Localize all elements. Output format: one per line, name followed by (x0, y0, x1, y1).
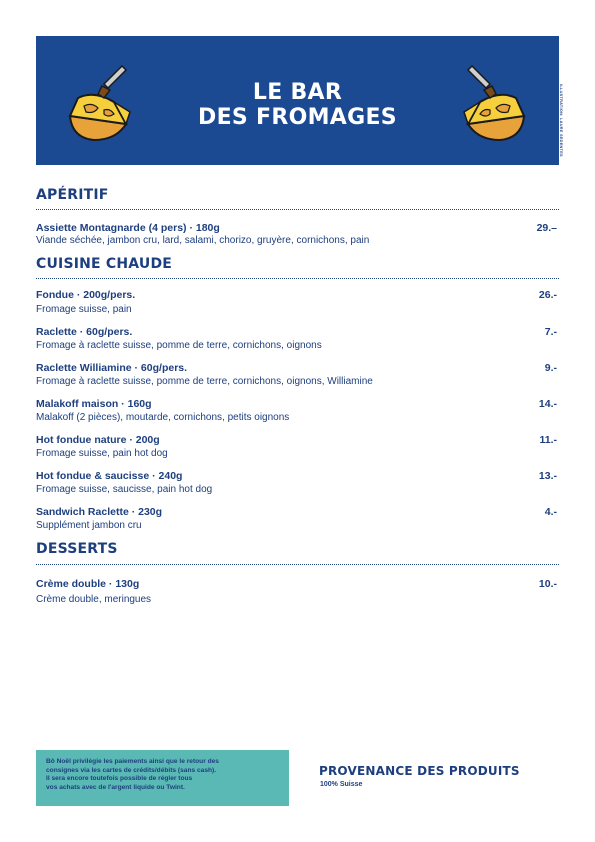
menu-item-price: 29.– (536, 222, 557, 234)
section-divider (36, 278, 559, 279)
menu-item-description: Supplément jambon cru (36, 520, 142, 531)
menu-item-name: Crème double · 130g (36, 578, 140, 590)
header-banner (36, 36, 559, 165)
menu-item-description: Crème double, meringues (36, 594, 152, 605)
menu-item-description: Fromage à raclette suisse, pomme de terre, cornichons, oignons, Williamine (36, 376, 373, 387)
menu-item-price: 9.- (544, 362, 557, 374)
menu-item-name: Raclette · 60g/pers. (36, 326, 133, 338)
menu-item-name: Assiette Montagnarde (4 pers) · 180g (36, 222, 220, 234)
menu-item-price: 26.- (538, 289, 557, 301)
menu-item-description: Fromage suisse, pain (36, 304, 132, 315)
menu-item-name: Hot fondue nature · 200g (36, 434, 160, 446)
menu-item-name: Hot fondue & saucisse · 240g (36, 470, 183, 482)
payment-notice-line: Bô Noël privilégie les paiements ainsi que le retour des (46, 758, 219, 765)
menu-item-description: Viande séchée, jambon cru, lard, salami, chorizo, gruyère, cornichons, pain (36, 235, 370, 246)
section-divider (36, 209, 559, 210)
menu-item-price: 10.- (538, 578, 557, 590)
section-divider (36, 564, 559, 565)
payment-notice (36, 750, 289, 806)
menu-item-description: Fromage suisse, saucisse, pain hot dog (36, 484, 213, 495)
menu-item-description: Malakoff (2 pièces), moutarde, cornichons, petits oignons (36, 412, 290, 423)
payment-notice-line: consignes via les cartes de crédits/débits (sans cash). (46, 766, 217, 774)
menu-item-price: 13.- (538, 470, 557, 482)
section-title-cuisine-chaude: CUISINE CHAUDE (36, 256, 173, 272)
illustration-credit: ILLUSTRATION: LAURE SEDENTES (559, 84, 563, 157)
cheese-wheel-icon (458, 64, 530, 144)
menu-item-price: 11.- (539, 434, 557, 446)
menu-item-price: 7.- (544, 326, 557, 338)
page-title-line2: DES FROMAGES (198, 105, 397, 130)
menu-item-name: Fondue · 200g/pers. (36, 289, 136, 301)
page-title-line1: LE BAR (252, 80, 343, 105)
menu-item-name: Raclette Williamine · 60g/pers. (36, 362, 188, 374)
menu-item-description: Fromage à raclette suisse, pomme de terre, cornichons, oignons (36, 340, 322, 351)
provenance-subtitle: 100% Suisse (320, 781, 363, 788)
payment-notice-line: vos achats avec de l'argent liquide ou Twint. (46, 783, 185, 791)
menu-item-price: 14.- (538, 398, 557, 410)
section-title-aperitif: APÉRITIF (36, 187, 109, 203)
section-title-desserts: DESSERTS (36, 541, 118, 557)
menu-item-description: Fromage suisse, pain hot dog (36, 448, 168, 459)
provenance-title: PROVENANCE DES PRODUITS (319, 764, 520, 778)
payment-notice-line: Il sera encore toutefois possible de régler tous (46, 775, 193, 783)
menu-item-price: 4.- (544, 506, 557, 518)
menu-item-name: Sandwich Raclette · 230g (36, 506, 163, 518)
menu-item-name: Malakoff maison · 160g (36, 398, 152, 410)
